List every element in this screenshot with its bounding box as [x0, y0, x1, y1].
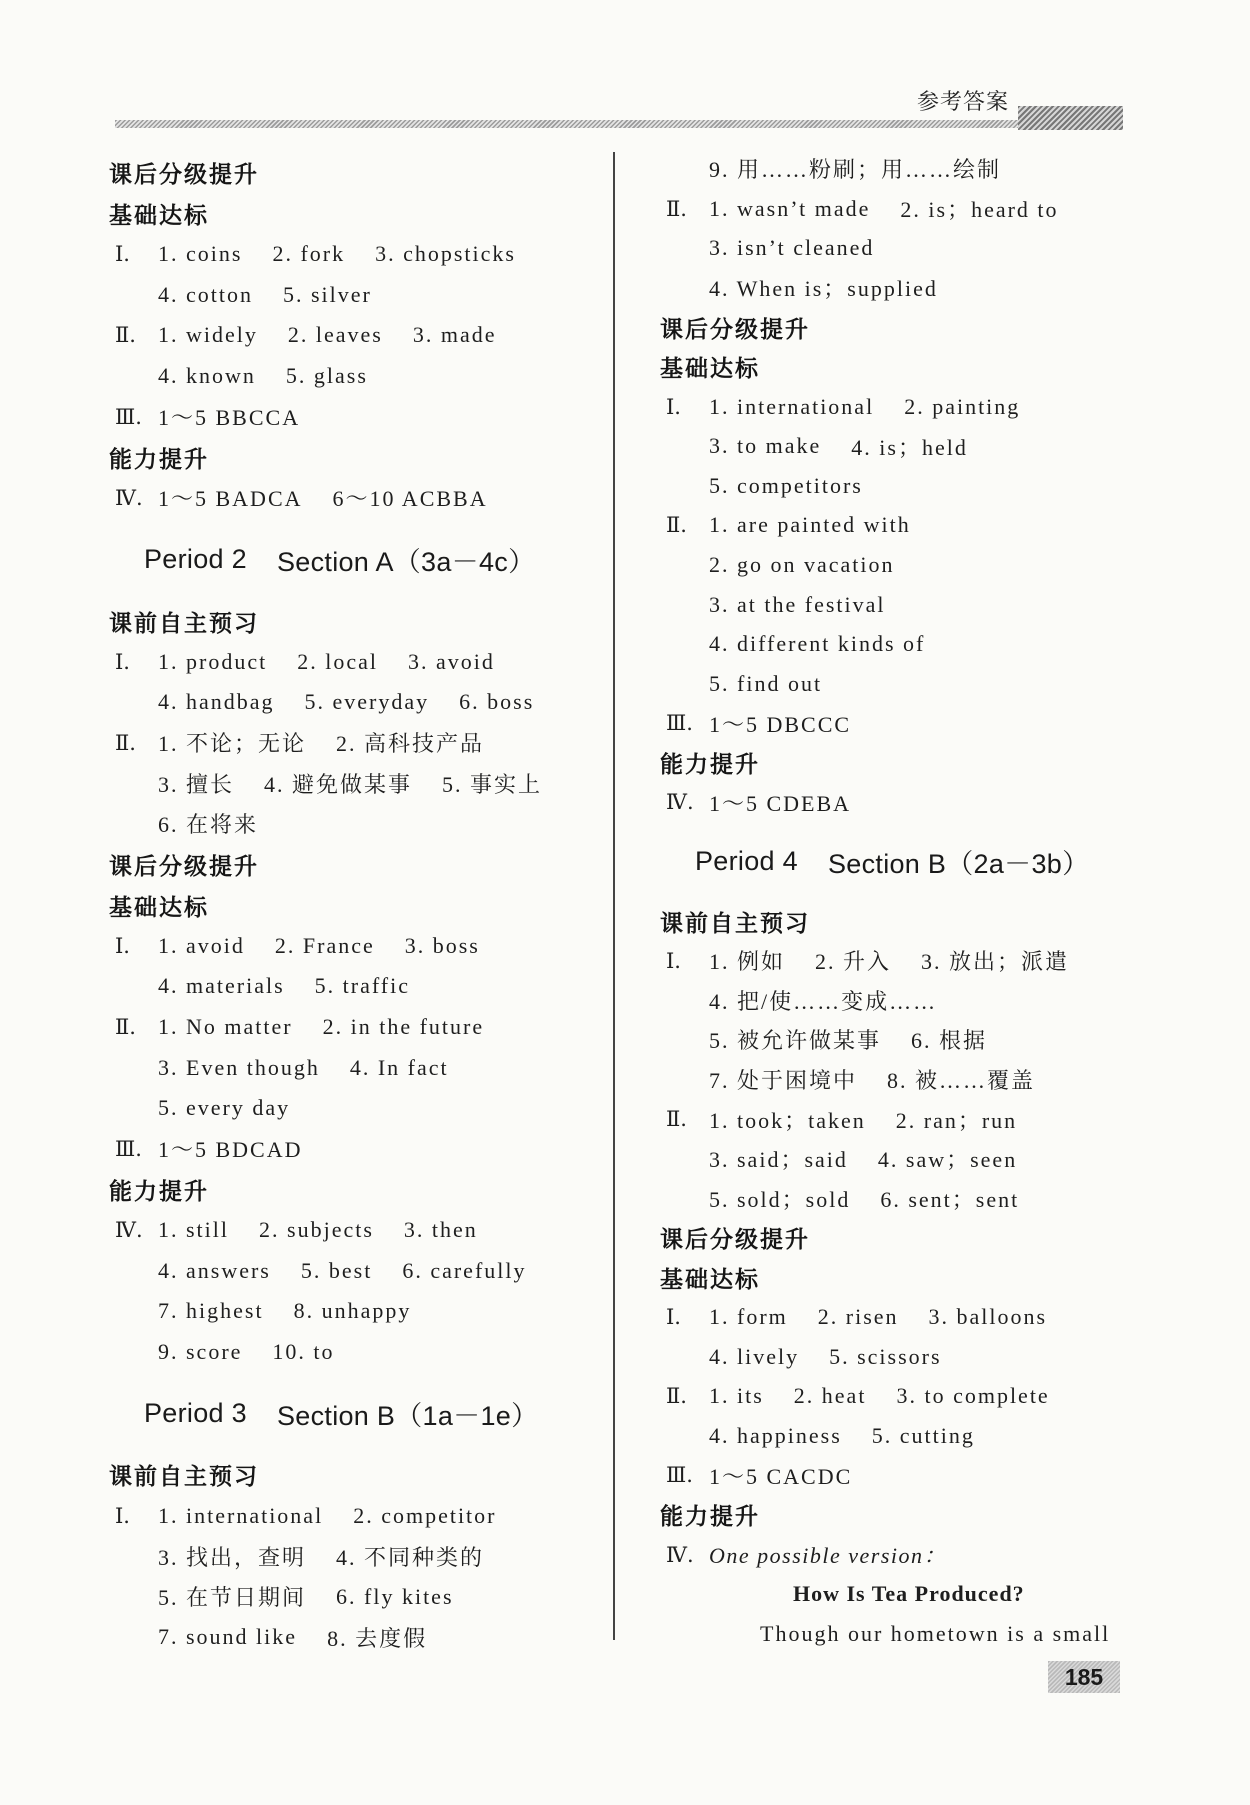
answer-item: 7. highest [158, 1298, 264, 1324]
answer-item: 4. handbag [158, 689, 275, 715]
answer-line [660, 1020, 1130, 1060]
answer-item: 3. avoid [407, 648, 495, 674]
answer-item: 4. materials [158, 973, 285, 999]
answer-item: 2. in the future [322, 1013, 485, 1039]
roman-numeral: Ⅰ. [666, 1305, 681, 1330]
answer-item: 1～5 CACDC [709, 1463, 853, 1489]
answer-item: 3. to make [709, 433, 822, 459]
answer-line [109, 1047, 604, 1088]
section-heading: 能力提升 [109, 446, 209, 473]
answer-item: 5. sold；sold [709, 1186, 851, 1212]
answer-item: 1. form [709, 1304, 788, 1330]
answer-line [660, 1376, 1130, 1416]
answer-item: 4. cotton [158, 281, 253, 307]
section-heading: 能力提升 [660, 752, 760, 779]
answer-line [109, 723, 604, 764]
running-header-title: 参考答案 [917, 90, 1010, 115]
answer-item: 9. score [158, 1338, 243, 1364]
answer-line [109, 315, 604, 356]
period-heading [660, 822, 1130, 901]
answer-item: 1. international [709, 393, 875, 419]
answer-item: 4. 不同种类的 [336, 1544, 485, 1570]
answer-line [660, 1178, 1130, 1218]
answer-line [109, 356, 604, 397]
answer-item: 2. painting [904, 393, 1021, 419]
answer-line [660, 1139, 1130, 1179]
right-column [660, 149, 1130, 1653]
section-heading: 课后分级提升 [109, 854, 259, 881]
roman-numeral: Ⅲ. [115, 404, 142, 429]
answer-line [660, 1535, 1130, 1575]
roman-numeral: Ⅳ. [115, 1217, 143, 1242]
period-heading [109, 518, 604, 601]
answer-item: 5. glass [285, 362, 368, 388]
header-rule [115, 120, 1123, 128]
answer-item: 4. is；held [851, 434, 968, 460]
answer-item: 5. competitors [709, 472, 863, 498]
answer-item: 1～5 BBCCA [158, 405, 301, 431]
answer-line [109, 1007, 604, 1048]
answer-line [660, 426, 1130, 466]
answer-line [109, 274, 604, 315]
answer-line [109, 477, 604, 518]
roman-numeral: Ⅰ. [666, 948, 681, 973]
answer-line [109, 1250, 604, 1291]
roman-numeral: Ⅰ. [115, 242, 130, 267]
answer-item: 5. find out [709, 670, 823, 696]
answer-item: 6. boss [459, 689, 535, 715]
answer-line [660, 228, 1130, 268]
answer-item: 8. 去度假 [327, 1625, 428, 1651]
roman-numeral: Ⅲ. [666, 711, 693, 736]
answer-line [109, 925, 604, 966]
answer-line [109, 682, 604, 723]
answer-item: 2. competitor [353, 1502, 497, 1528]
roman-numeral: Ⅰ. [115, 649, 130, 674]
answer-item: 3. isn’t cleaned [709, 235, 875, 261]
answer-item: 2. go on vacation [709, 551, 895, 577]
answer-item: 8. 被……覆盖 [887, 1067, 1036, 1093]
answer-item: 4. lively [709, 1343, 800, 1369]
answer-item: 4. saw；seen [877, 1147, 1018, 1173]
roman-numeral: Ⅱ. [115, 323, 136, 348]
answer-item: 1～5 DBCCC [709, 711, 852, 737]
answer-line [660, 1456, 1130, 1496]
answer-item: 1. avoid [158, 932, 245, 958]
answer-line [660, 585, 1130, 625]
answer-item: 6. 根据 [911, 1028, 988, 1054]
answer-item: 3. said；said [709, 1147, 848, 1173]
answer-line [660, 1099, 1130, 1139]
answer-line [109, 804, 604, 845]
roman-numeral: Ⅱ. [666, 1107, 687, 1132]
answer-line [660, 149, 1130, 189]
section-heading: 课前自主预习 [109, 1464, 259, 1491]
answer-item: 4. answers [158, 1257, 271, 1283]
answer-line [660, 941, 1130, 981]
column-divider [613, 152, 615, 1640]
section-heading: 课后分级提升 [109, 162, 259, 189]
section-heading: 课后分级提升 [660, 1227, 810, 1254]
answer-line [660, 268, 1130, 308]
period-label: Period 3 [144, 1397, 247, 1428]
answer-item: 6. fly kites [336, 1583, 454, 1609]
answer-line [109, 1210, 604, 1251]
answer-item: 4. 避免做某事 [264, 771, 413, 797]
period-label: Period 2 [144, 543, 247, 574]
section-heading: 基础达标 [660, 1266, 760, 1293]
answer-line [660, 980, 1130, 1020]
roman-numeral: Ⅱ. [666, 1384, 687, 1409]
answer-line [109, 234, 604, 275]
roman-numeral: Ⅳ. [666, 1542, 694, 1567]
answer-item: 6. 在将来 [158, 812, 259, 838]
answer-item: 7. 处于困境中 [709, 1067, 858, 1093]
answer-line [109, 1536, 604, 1577]
answer-item: 3. made [412, 322, 497, 348]
roman-numeral: Ⅰ. [666, 394, 681, 419]
answer-item: 1. No matter [158, 1013, 293, 1039]
section-heading: 基础达标 [109, 203, 209, 230]
answer-item: 1. 不论；无论 [158, 731, 307, 757]
answer-item: 2. is；heard to [900, 197, 1059, 223]
section-heading: 基础达标 [660, 356, 760, 383]
essay-text: Though our hometown is a small [760, 1620, 1111, 1646]
roman-numeral: Ⅱ. [666, 196, 687, 221]
roman-numeral: Ⅲ. [115, 1136, 142, 1161]
answer-line [109, 1088, 604, 1129]
answer-item: 1～5 BDCAD [158, 1137, 303, 1163]
answer-item: 1～5 BADCA [158, 486, 303, 512]
answer-line [109, 1291, 604, 1332]
answer-item: 1. 例如 [709, 949, 786, 975]
answer-item: 3. boss [404, 932, 480, 958]
header-rule-block [1018, 106, 1123, 130]
answer-item: 3. balloons [928, 1304, 1048, 1330]
answer-item: 3. 找出，查明 [158, 1544, 307, 1570]
answer-item: 1. wasn’t made [709, 195, 871, 221]
answer-item: 1. international [158, 1502, 324, 1528]
answer-line [109, 396, 604, 437]
answer-item: 5. every day [158, 1095, 291, 1121]
answer-item: 4. In fact [349, 1054, 449, 1080]
answer-line [660, 1416, 1130, 1456]
answer-line [109, 1331, 604, 1372]
answer-item: 5. 在节日期间 [158, 1585, 307, 1611]
answer-item: 8. unhappy [293, 1298, 412, 1324]
answer-line [660, 704, 1130, 744]
answer-item: 1. took；taken [709, 1107, 866, 1133]
answer-item: 1. still [158, 1216, 230, 1242]
answer-item: 2. fork [272, 241, 346, 267]
answer-line [109, 641, 604, 682]
answer-item: 10. to [272, 1338, 335, 1364]
answer-line [660, 1060, 1130, 1100]
answer-item: 2. risen [817, 1304, 899, 1330]
answer-line [109, 763, 604, 804]
answer-line [660, 466, 1130, 506]
answer-line [109, 966, 604, 1007]
answer-item: 1. product [158, 648, 268, 674]
period-section: Section A（3a－4c） [276, 546, 536, 577]
answer-item: 5. silver [283, 281, 372, 307]
section-heading: 课前自主预习 [660, 910, 810, 937]
roman-numeral: Ⅳ. [115, 485, 143, 510]
roman-numeral: Ⅰ. [115, 933, 130, 958]
answer-item: 6. carefully [402, 1257, 527, 1283]
answer-line [660, 664, 1130, 704]
answer-item: 6～10 ACBBA [332, 486, 488, 512]
answer-item: 2. subjects [259, 1216, 374, 1242]
period-section: Section B（1a－1e） [276, 1400, 539, 1431]
answer-line [660, 189, 1130, 229]
answer-line [660, 783, 1130, 823]
answer-line [660, 1297, 1130, 1337]
answer-line [660, 506, 1130, 546]
section-heading: 能力提升 [109, 1178, 209, 1205]
answer-line [660, 545, 1130, 585]
answer-item: 9. 用……粉刷；用……绘制 [709, 157, 1002, 183]
answer-item: 1～5 CDEBA [709, 790, 852, 816]
answer-item: 4. different kinds of [709, 631, 926, 657]
answer-item: 5. 被允许做某事 [709, 1028, 882, 1054]
answer-item: 3. chopsticks [375, 241, 516, 267]
roman-numeral: Ⅲ. [666, 1463, 693, 1488]
answer-item: 5. cutting [871, 1422, 975, 1448]
answer-item: 5. traffic [314, 973, 410, 999]
answer-line [109, 1495, 604, 1536]
answer-item: 3. then [403, 1216, 478, 1242]
answer-item: 4. When is；supplied [709, 276, 938, 302]
roman-numeral: Ⅳ. [666, 790, 694, 815]
answer-item: 7. sound like [158, 1624, 298, 1650]
answer-item: 1. are painted with [709, 512, 911, 538]
roman-numeral: Ⅰ. [115, 1503, 130, 1528]
section-heading: 课前自主预习 [109, 610, 259, 637]
essay-title: How Is Tea Produced? [793, 1581, 1025, 1607]
answer-item: 5. everyday [304, 689, 430, 715]
answer-line [109, 1128, 604, 1169]
answer-item: 2. local [297, 648, 378, 674]
period-section: Section B（2a－3b） [827, 849, 1090, 880]
answer-item: 3. Even though [158, 1054, 320, 1080]
answer-item: 5. scissors [829, 1343, 942, 1369]
answer-item: 4. 把/使……变成…… [709, 988, 938, 1014]
roman-numeral: Ⅱ. [115, 1014, 136, 1039]
answer-item: 2. ran；run [895, 1107, 1018, 1133]
section-heading: 基础达标 [109, 894, 209, 921]
left-column [109, 153, 604, 1658]
section-heading: 课后分级提升 [660, 316, 810, 343]
answer-item: 3. at the festival [709, 591, 886, 617]
page-number: 185 [1048, 1661, 1120, 1693]
answer-item: 3. to complete [896, 1383, 1050, 1409]
answer-item: 2. 高科技产品 [336, 731, 485, 757]
answer-item: 4. known [158, 362, 256, 388]
answer-item: 1. coins [158, 241, 243, 267]
answer-item: 2. France [274, 932, 375, 958]
period-label: Period 4 [695, 846, 798, 877]
answer-item: 6. sent；sent [880, 1186, 1020, 1212]
essay-intro: One possible version： [709, 1543, 948, 1569]
section-heading: 能力提升 [660, 1504, 760, 1531]
answer-item: 4. happiness [709, 1422, 842, 1448]
answer-item: 5. 事实上 [442, 771, 543, 797]
answer-item: 2. heat [793, 1383, 867, 1409]
roman-numeral: Ⅱ. [666, 513, 687, 538]
answer-item: 1. widely [158, 322, 258, 348]
roman-numeral: Ⅱ. [115, 730, 136, 755]
answer-item: 5. best [300, 1257, 373, 1283]
answer-line [109, 1617, 604, 1658]
answer-line [109, 1576, 604, 1617]
answer-item: 1. its [709, 1383, 764, 1409]
answer-item: 3. 放出；派遣 [921, 949, 1070, 975]
period-heading [109, 1372, 604, 1455]
answer-line [660, 387, 1130, 427]
answer-item: 2. 升入 [815, 949, 892, 975]
answer-line [660, 624, 1130, 664]
answer-item: 3. 擅长 [158, 771, 235, 797]
answer-item: 2. leaves [287, 322, 383, 348]
answer-line [660, 1337, 1130, 1377]
